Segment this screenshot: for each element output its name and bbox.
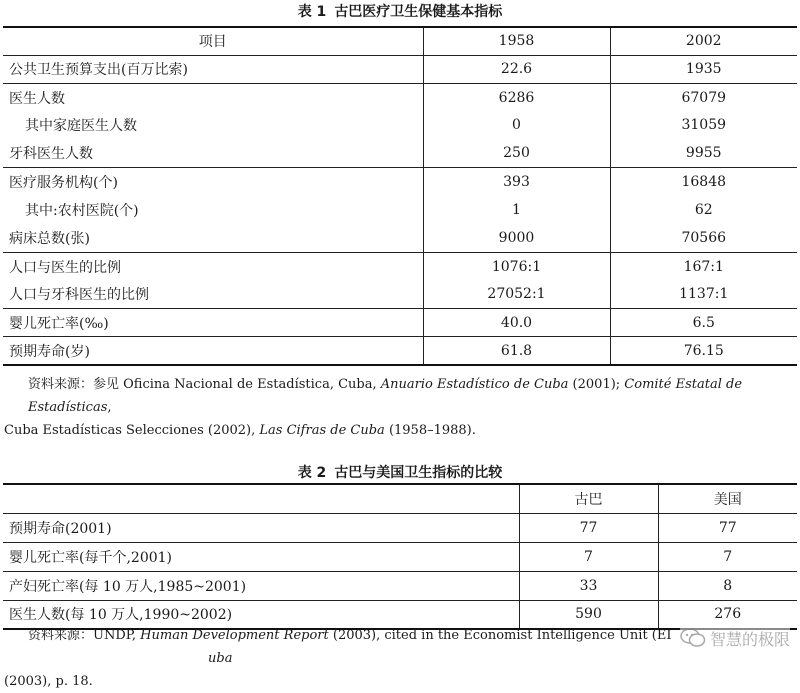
table2-cell-usa: 8: [658, 571, 797, 600]
table2-source-line2: (2003), p. 18.: [4, 674, 93, 689]
table2-header-item: [3, 484, 519, 513]
table2-row-label: 产妇死亡率(每 10 万人,1985~2001): [9, 578, 247, 595]
table2-row-label: 医生人数(每 10 万人,1990~2002): [9, 607, 233, 624]
table1-cell-1958: 393: [423, 168, 610, 196]
watermark-text: 智慧的极限: [709, 629, 790, 649]
table1-cell-2002: 31059: [610, 111, 797, 139]
table1-row-label: 医疗服务机构(个): [9, 175, 118, 192]
table1-source-pre: 参见 Oficina Nacional de Estadística, Cuba,: [93, 377, 381, 392]
table2-cell-usa: 7: [658, 542, 797, 571]
table2-source-label: 资料来源：: [28, 628, 94, 643]
table1-cell-1958: 40.0: [423, 309, 610, 337]
table1-source-italic2: Comité Estatal de Estadísticas: [28, 377, 743, 415]
table1-row-label: 预期寿命(岁): [9, 343, 90, 360]
table2-cell-cuba: 77: [519, 513, 658, 542]
table1-cell-1958: 9000: [423, 224, 610, 252]
table1-row-label: 婴儿死亡率(‰): [9, 315, 109, 332]
table2-row-label: 婴儿死亡率(每千个,2001): [9, 549, 173, 566]
table1-source-mid1: (2001);: [568, 377, 625, 392]
table1-row: [3, 309, 797, 337]
table1-cell-1958: 250: [423, 140, 610, 168]
table1-row: [3, 168, 797, 196]
table1-cell-2002: 16848: [610, 168, 797, 196]
table2-header-row: [3, 484, 797, 513]
table2-caption: [0, 464, 800, 482]
table1-cell-2002: 6.5: [610, 309, 797, 337]
table1-row: [3, 224, 797, 252]
table1-header-2002: 2002: [610, 27, 797, 55]
table2-row: [3, 542, 797, 571]
table1-source-line2-pre: Cuba Estadísticas Selecciones (2002),: [4, 423, 260, 438]
table1-number: 表 1: [297, 4, 327, 20]
table2-cell-usa: 77: [658, 513, 797, 542]
table1-cell-2002: 9955: [610, 140, 797, 168]
table1-row: [3, 281, 797, 309]
table1-cell-1958: 0: [423, 111, 610, 139]
table1-cell-2002: 67079: [610, 83, 797, 111]
table2-row-label: 预期寿命(2001): [9, 520, 112, 537]
table1-header-item: 项目: [198, 34, 227, 51]
table1-caption: [0, 3, 800, 21]
table1-cell-1958: 61.8: [423, 337, 610, 365]
table2-cell-cuba: 590: [519, 600, 658, 629]
table2-source-end: uba: [208, 651, 233, 666]
table1-source-mid2: ,: [107, 400, 112, 415]
table1-source: [0, 373, 800, 442]
table2-cell-cuba: 7: [519, 542, 658, 571]
table2-number: 表 2: [297, 465, 327, 481]
table1-row: [3, 252, 797, 280]
table1-header-row: [3, 27, 797, 55]
table1-cell-2002: 70566: [610, 224, 797, 252]
table2-title: 古巴与美国卫生指标的比较: [334, 465, 503, 481]
table1-source-italic1: Anuario Estadístico de Cuba: [380, 377, 569, 392]
table2: [3, 483, 797, 630]
table2-source-italic1: Human Development Report: [140, 628, 329, 643]
table1-row-label: 医生人数: [9, 90, 65, 107]
table1-source-line2-post: (1958–1988).: [384, 423, 476, 438]
table1-source-label: 资料来源：: [28, 377, 94, 392]
table1-cell-2002: 1935: [610, 55, 797, 83]
table1-row: [3, 55, 797, 83]
table1-row: [3, 337, 797, 365]
table1-row: [3, 140, 797, 168]
table1-row-label: 病床总数(张): [9, 230, 90, 247]
table1-source-line2: [0, 419, 800, 442]
table2-row: [3, 513, 797, 542]
table2-row: [3, 571, 797, 600]
table1-body: [3, 55, 797, 365]
table1-row: [3, 196, 797, 224]
table1-cell-2002: 1137:1: [610, 281, 797, 309]
table2-cell-usa: 276: [658, 600, 797, 629]
table2-source-mid: (2003), cited in the Economist Intelligence Unit (EI: [328, 628, 672, 643]
watermark: [680, 626, 790, 650]
table1-row-label: 牙科医生人数: [9, 146, 93, 163]
table1-row-label: 人口与牙科医生的比例: [9, 287, 149, 304]
table1-cell-2002: 76.15: [610, 337, 797, 365]
table1-cell-1958: 27052:1: [423, 281, 610, 309]
table1-cell-1958: 1076:1: [423, 252, 610, 280]
table1-title: 古巴医疗卫生保健基本指标: [334, 4, 503, 20]
table2-cell-cuba: 33: [519, 571, 658, 600]
table1-row-label: 人口与医生的比例: [9, 259, 121, 276]
table1-cell-2002: 62: [610, 196, 797, 224]
table1-row: [3, 83, 797, 111]
table1-cell-1958: 22.6: [423, 55, 610, 83]
table1-row-label: 公共卫生预算支出(百万比索): [9, 62, 188, 79]
table1-row: [3, 111, 797, 139]
wechat-icon: [680, 628, 706, 648]
table1-header-1958: 1958: [423, 27, 610, 55]
table1-row-label: 其中:农村医院(个): [25, 203, 139, 220]
table2-header-cuba: 古巴: [519, 484, 658, 513]
table1-row-label: 其中家庭医生人数: [25, 118, 137, 135]
table1-source-line1: [0, 373, 800, 419]
table1-cell-1958: 6286: [423, 83, 610, 111]
table2-body: [3, 513, 797, 629]
table2-source-pre: UNDP,: [93, 628, 141, 643]
table2-header-usa: 美国: [658, 484, 797, 513]
table1-source-italic3: Las Cifras de Cuba: [259, 423, 385, 438]
table1-cell-2002: 167:1: [610, 252, 797, 280]
table1-cell-1958: 1: [423, 196, 610, 224]
table1: [3, 26, 797, 366]
